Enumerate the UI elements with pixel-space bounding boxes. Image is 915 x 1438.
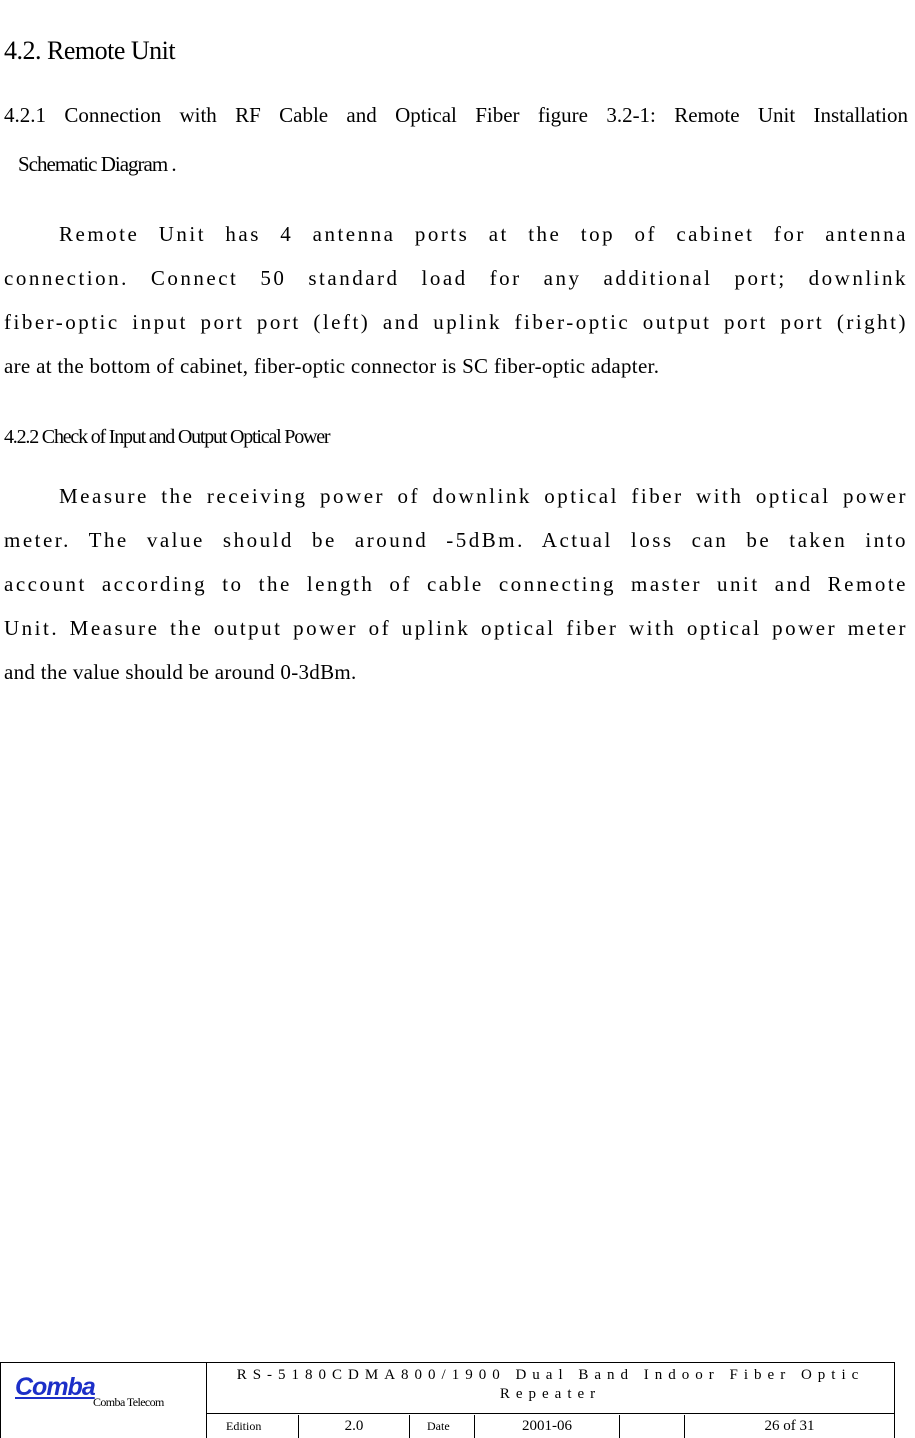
comba-logo: Comba (15, 1373, 95, 1401)
company-name: Comba Telecom (93, 1395, 164, 1409)
edition-value: 2.0 (299, 1415, 410, 1438)
date-value: 2001-06 (475, 1415, 620, 1438)
date-label: Date (410, 1415, 475, 1438)
paragraph-connection (4, 212, 908, 388)
subsection-heading-4-2-1-continued: Schematic Diagram . (18, 152, 176, 176)
paragraph-line: Measure the receiving power of downlink optical fiber with optical power (59, 484, 908, 508)
edition-label: Edition (207, 1415, 299, 1438)
paragraph-line: fiber-optic input port port (left) and uplink fiber-optic output port port (right) (4, 310, 908, 334)
page-footer (0, 1362, 895, 1438)
paragraph-optical-power (4, 474, 908, 694)
footer-meta-row (207, 1415, 894, 1438)
paragraph-line: Remote Unit has 4 antenna ports at the top of cabinet for antenna (59, 222, 908, 246)
subsection-heading-4-2-2: 4.2.2 Check of Input and Output Optical Power (4, 426, 330, 448)
paragraph-line: are at the bottom of cabinet, fiber-optic connector is SC fiber-optic adapter. (4, 354, 660, 378)
page-number: 26 of 31 (764, 1418, 815, 1434)
document-title: RS-5180CDMA800/1900 Dual Band Indoor Fiber Optic Repeater (207, 1363, 894, 1414)
paragraph-line: account according to the length of cable connecting master unit and Remote (4, 572, 908, 596)
footer-logo-cell (1, 1363, 207, 1438)
subsection-heading-4-2-1: 4.2.1 Connection with RF Cable and Optical Fiber figure 3.2-1: Remote Unit Installation (4, 103, 908, 127)
section-heading: 4.2. Remote Unit (4, 36, 176, 65)
paragraph-line: meter. The value should be around -5dBm. Actual loss can be taken into (4, 528, 908, 552)
paragraph-line: and the value should be around 0-3dBm. (4, 660, 357, 684)
blank-cell (620, 1415, 685, 1438)
paragraph-line: connection. Connect 50 standard load for any additional port; downlink (4, 266, 908, 290)
paragraph-line: Unit. Measure the output power of uplink optical fiber with optical power meter (4, 616, 908, 640)
